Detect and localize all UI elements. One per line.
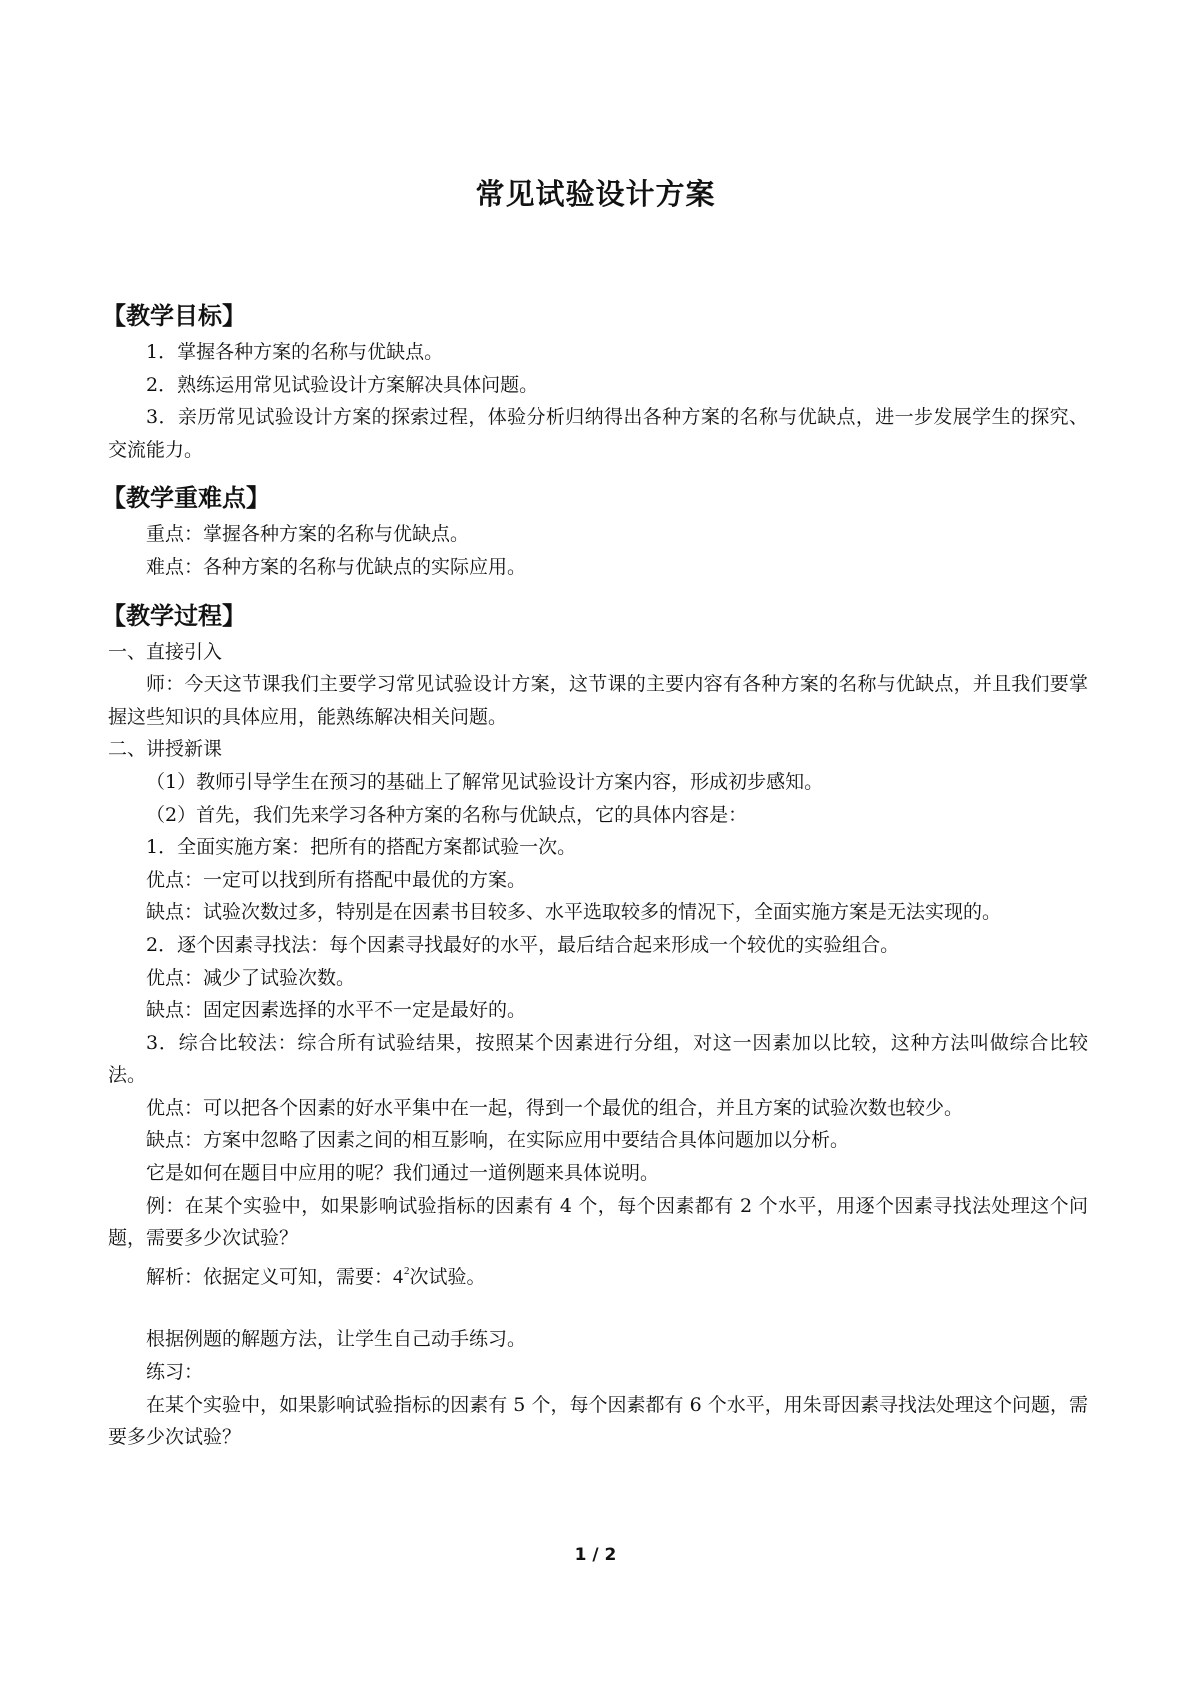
- solution-paragraph: [108, 1255, 1088, 1294]
- formula-exponent: 2: [404, 1264, 410, 1277]
- practice-label: 练习：: [146, 1361, 204, 1384]
- objective-item: 1．掌握各种方案的名称与优缺点。: [146, 341, 444, 363]
- document-title: 常见试验设计方案: [475, 177, 716, 211]
- paragraph: 缺点：方案中忽略了因素之间的相互影响，在实际应用中要结合具体问题加以分析。: [146, 1129, 850, 1152]
- document-body: [102, 298, 1088, 1454]
- key-points-heading: 【教学重难点】: [102, 484, 270, 513]
- objectives-heading: 【教学目标】: [102, 302, 246, 330]
- formula-base: 4: [393, 1265, 404, 1288]
- key-point-item: 重点：掌握各种方案的名称与优缺点。: [146, 523, 470, 546]
- paragraph: 2．逐个因素寻找法：每个因素寻找最好的水平，最后结合起来形成一个较优的实验组合。: [146, 933, 900, 956]
- spacer: [108, 1293, 1088, 1323]
- paragraph: 优点：减少了试验次数。: [146, 966, 356, 989]
- solution-formula: [393, 1266, 410, 1288]
- paragraph: 3．综合比较法：综合所有试验结果，按照某个因素进行分组，对这一因素加以比较，这种方法叫做综合比较法。: [108, 1031, 1088, 1087]
- page-number: 1 / 2: [574, 1545, 617, 1565]
- paragraph: 缺点：固定因素选择的水平不一定是最好的。: [146, 999, 527, 1022]
- solution-suffix: 次试验。: [409, 1265, 486, 1288]
- practice-question: 在某个实验中，如果影响试验指标的因素有 5 个，每个因素都有 6 个水平，用朱哥因素寻找法处理这个问题，需要多少次试验？: [108, 1393, 1088, 1449]
- section-title: 二、讲授新课: [108, 738, 223, 761]
- paragraph: 师：今天这节课我们主要学习常见试验设计方案，这节课的主要内容有各种方案的名称与优缺点，并且我们要掌握这些知识的具体应用，能熟练解决相关问题。: [108, 673, 1088, 728]
- paragraph: 1．全面实施方案：把所有的搭配方案都试验一次。: [146, 836, 577, 859]
- paragraph: 例：在某个实验中，如果影响试验指标的因素有 4 个，每个因素都有 2 个水平，用逐个因素寻找法处理这个问题，需要多少次试验？: [108, 1194, 1088, 1250]
- process-heading: 【教学过程】: [102, 601, 246, 630]
- objective-item: 3．亲历常见试验设计方案的探索过程，体验分析归纳得出各种方案的名称与优缺点，进一步发展学生的探究、交流能力。: [108, 406, 1088, 461]
- key-point-item: 难点：各种方案的名称与优缺点的实际应用。: [146, 555, 527, 578]
- paragraph: 缺点：试验次数过多，特别是在因素书目较多、水平选取较多的情况下，全面实施方案是无法实现的。: [146, 901, 1002, 924]
- objective-item: 2．熟练运用常见试验设计方案解决具体问题。: [146, 373, 539, 396]
- paragraph: 优点：一定可以找到所有搭配中最优的方案。: [146, 868, 527, 891]
- section-title: 一、直接引入: [108, 640, 223, 663]
- solution-prefix: 解析：依据定义可知，需要：: [146, 1265, 394, 1288]
- paragraph: 根据例题的解题方法，让学生自己动手练习。: [146, 1328, 527, 1351]
- paragraph: 优点：可以把各个因素的好水平集中在一起，得到一个最优的组合，并且方案的试验次数也较少。: [146, 1096, 964, 1119]
- paragraph: （2）首先，我们先来学习各种方案的名称与优缺点，它的具体内容是：: [146, 803, 748, 826]
- paragraph: （1）教师引导学生在预习的基础上了解常见试验设计方案内容，形成初步感知。: [146, 770, 824, 793]
- paragraph: 它是如何在题目中应用的呢？我们通过一道例题来具体说明。: [146, 1162, 660, 1185]
